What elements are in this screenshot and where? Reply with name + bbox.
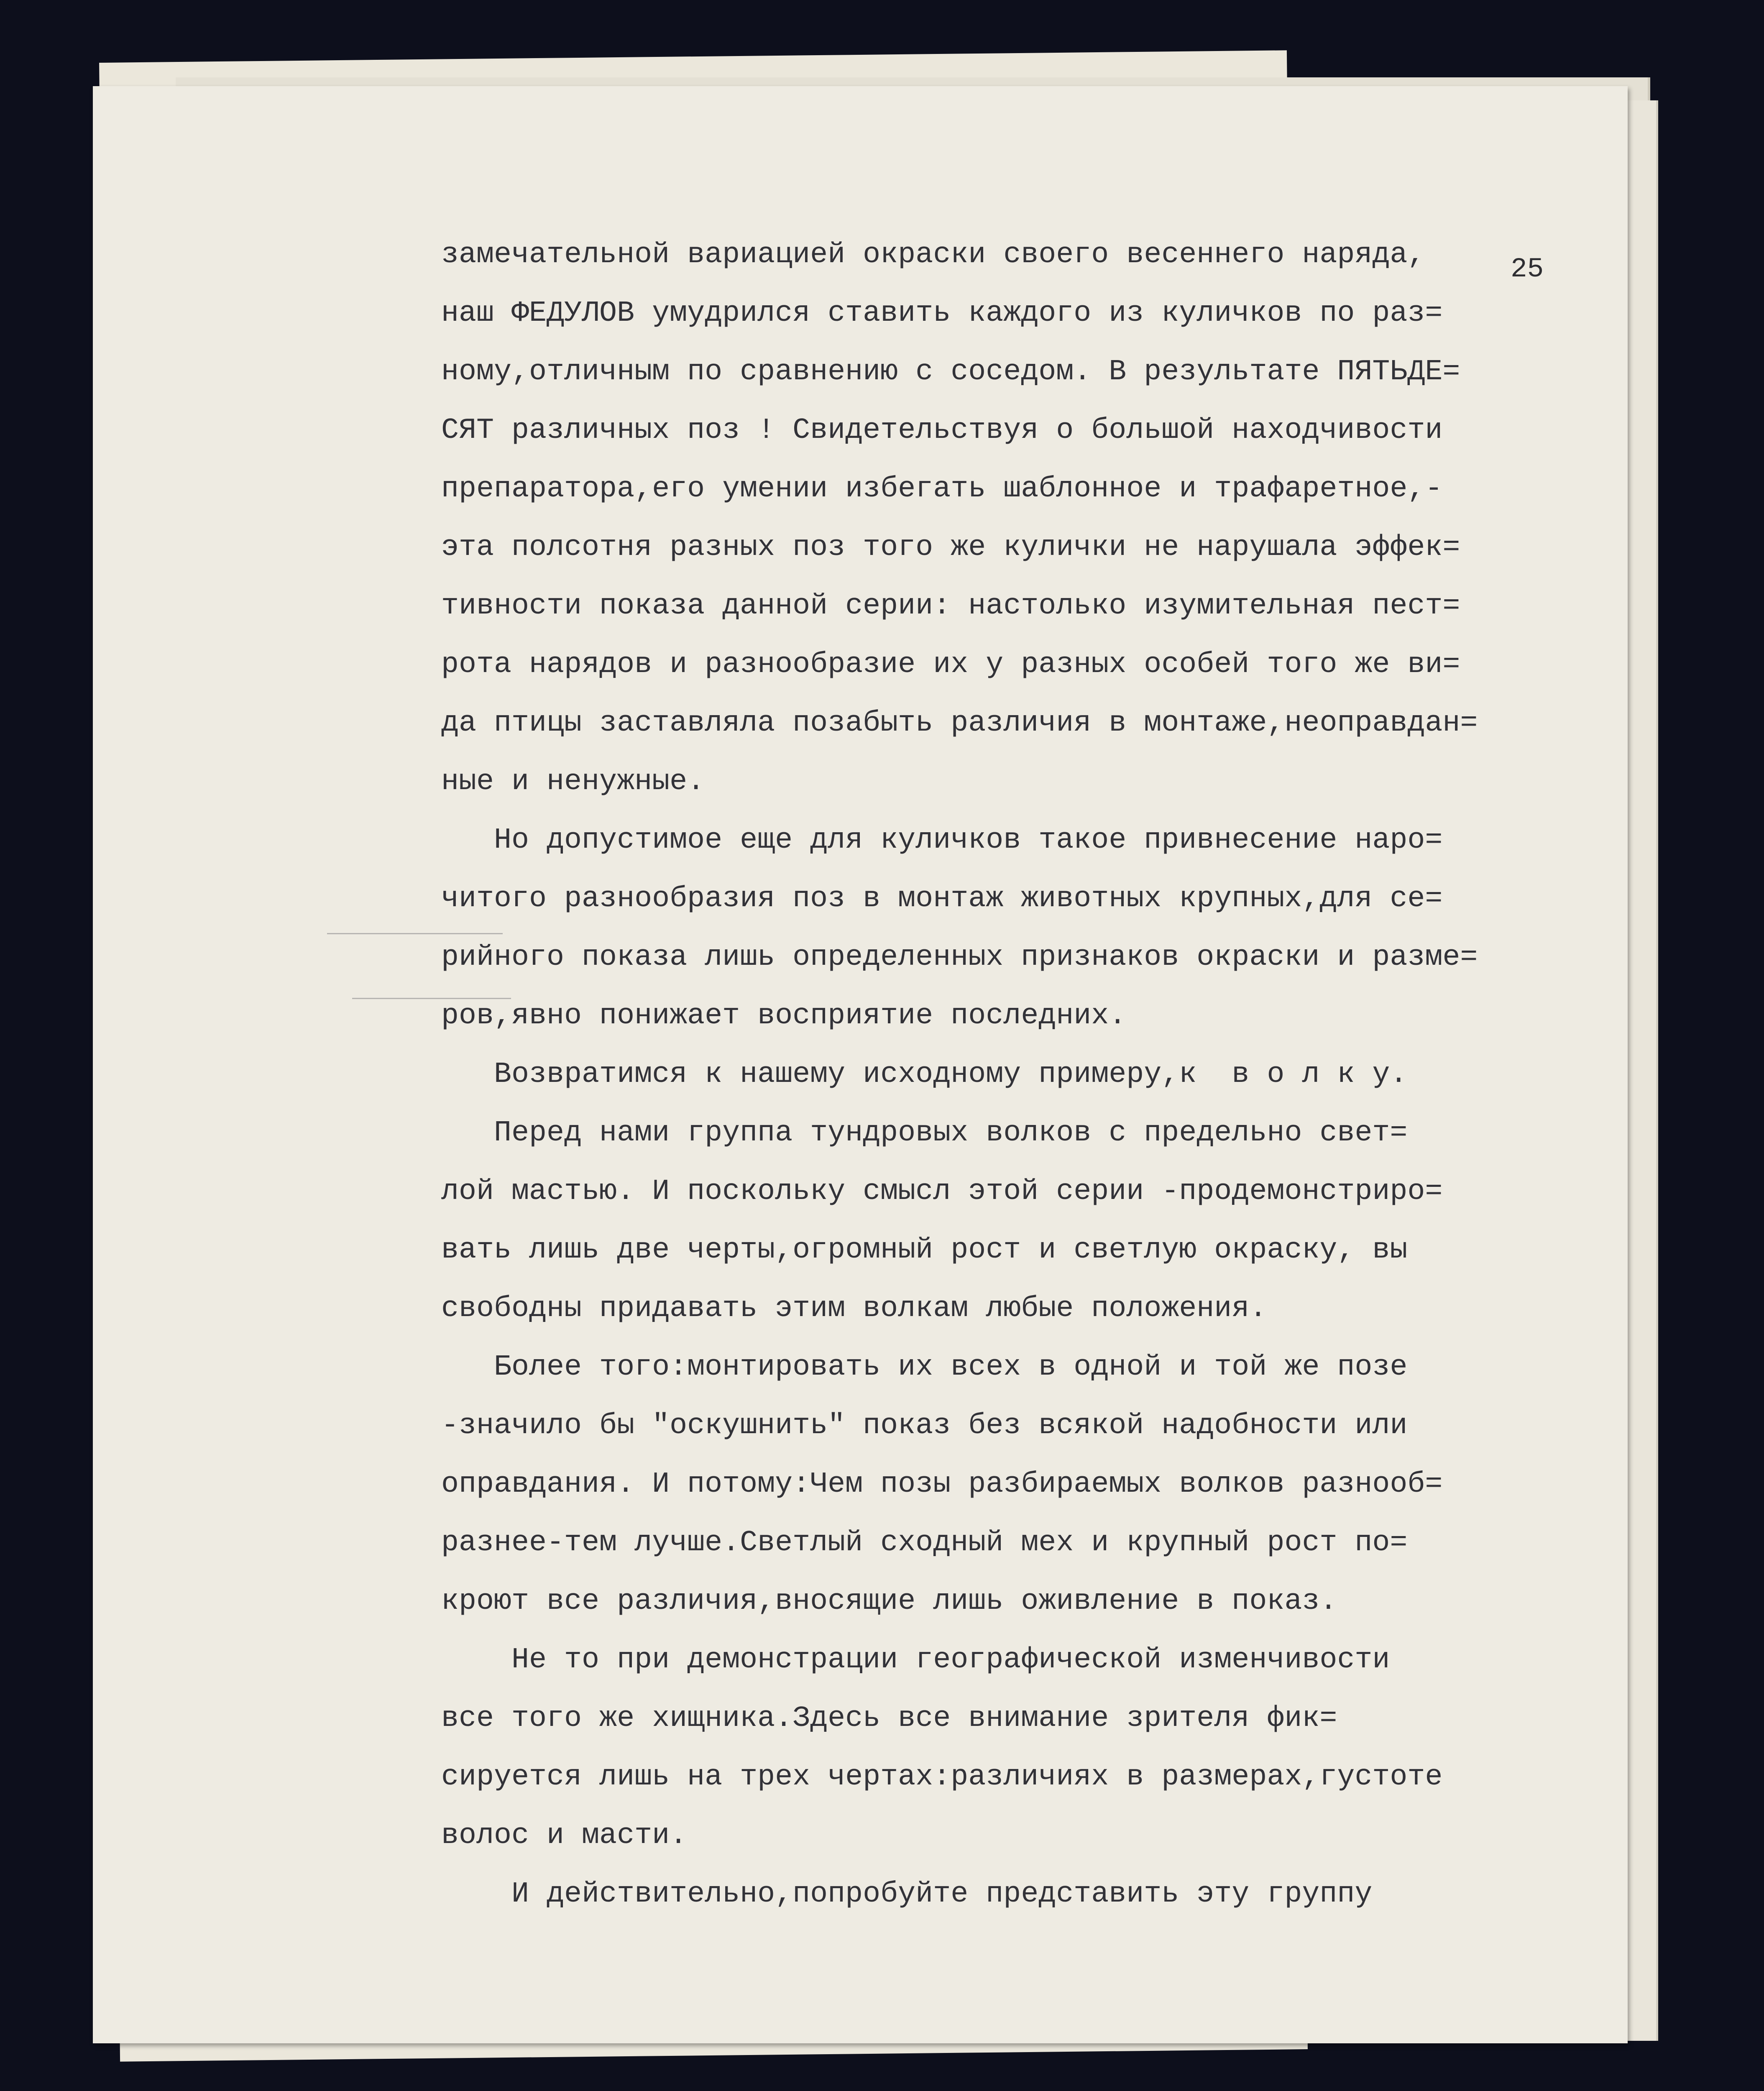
text-line: ному,отличным по сравнению с соседом. В результате ПЯТЬДЕ= bbox=[441, 355, 1460, 389]
text-line: все того же хищника.Здесь все внимание зрителя фик= bbox=[441, 1702, 1337, 1735]
text-line: оправдания. И потому:Чем позы разбираемых волков разнооб= bbox=[441, 1468, 1443, 1501]
typed-text-body bbox=[441, 226, 1579, 1924]
text-line: Возвратимся к нашему исходному примеру,к в о л к у. bbox=[441, 1058, 1408, 1091]
text-line: сируется лишь на трех чертах:различиях в размерах,густоте bbox=[441, 1761, 1443, 1794]
text-line: эта полсотня разных поз того же кулички не нарушала эффек= bbox=[441, 531, 1460, 564]
text-line: Перед нами группа тундровых волков с предельно свет= bbox=[441, 1117, 1408, 1150]
text-line: замечательной вариацией окраски своего весеннего наряда, bbox=[441, 238, 1425, 271]
text-line: разнее-тем лучше.Светлый сходный мех и крупный рост по= bbox=[441, 1526, 1408, 1559]
text-line: ные и ненужные. bbox=[441, 765, 705, 798]
text-line: И действительно,попробуйте представить эту группу bbox=[441, 1878, 1373, 1911]
text-line: препаратора,его умении избегать шаблонное и трафаретное,- bbox=[441, 473, 1443, 506]
text-line: тивности показа данной серии: настолько изумительная пест= bbox=[441, 590, 1460, 623]
text-line: да птицы заставляла позабыть различия в монтаже,неоправдан= bbox=[441, 707, 1478, 740]
text-line: Но допустимое еще для куличков такое привнесение наро= bbox=[441, 824, 1443, 857]
text-line: волос и масти. bbox=[441, 1819, 688, 1852]
text-line: рота нарядов и разнообразие их у разных особей того же ви= bbox=[441, 648, 1460, 681]
text-line: вать лишь две черты,огромный рост и светлую окраску, вы bbox=[441, 1234, 1408, 1267]
text-line: Более того:монтировать их всех в одной и той же позе bbox=[441, 1351, 1408, 1384]
text-line: лой мастью. И поскольку смысл этой серии -продемонстриро= bbox=[441, 1175, 1443, 1208]
text-line: читого разнообразия поз в монтаж животных крупных,для се= bbox=[441, 882, 1443, 915]
text-line: наш ФЕДУЛОВ умудрился ставить каждого из куличков по раз= bbox=[441, 297, 1443, 330]
text-line: СЯТ различных поз ! Свидетельствуя о большой находчивости bbox=[441, 414, 1443, 447]
page-number: 25 bbox=[1511, 253, 1544, 285]
text-line: -значило бы "оскушнить" показ без всякой надобности или bbox=[441, 1409, 1408, 1442]
text-line: кроют все различия,вносящие лишь оживление в показ. bbox=[441, 1585, 1337, 1618]
text-line: свободны придавать этим волкам любые положения. bbox=[441, 1292, 1267, 1325]
text-line: Не то при демонстрации географической изменчивости bbox=[441, 1644, 1390, 1677]
text-line: ров,явно понижает восприятие последних. bbox=[441, 999, 1127, 1033]
text-line: рийного показа лишь определенных признаков окраски и разме= bbox=[441, 941, 1478, 974]
